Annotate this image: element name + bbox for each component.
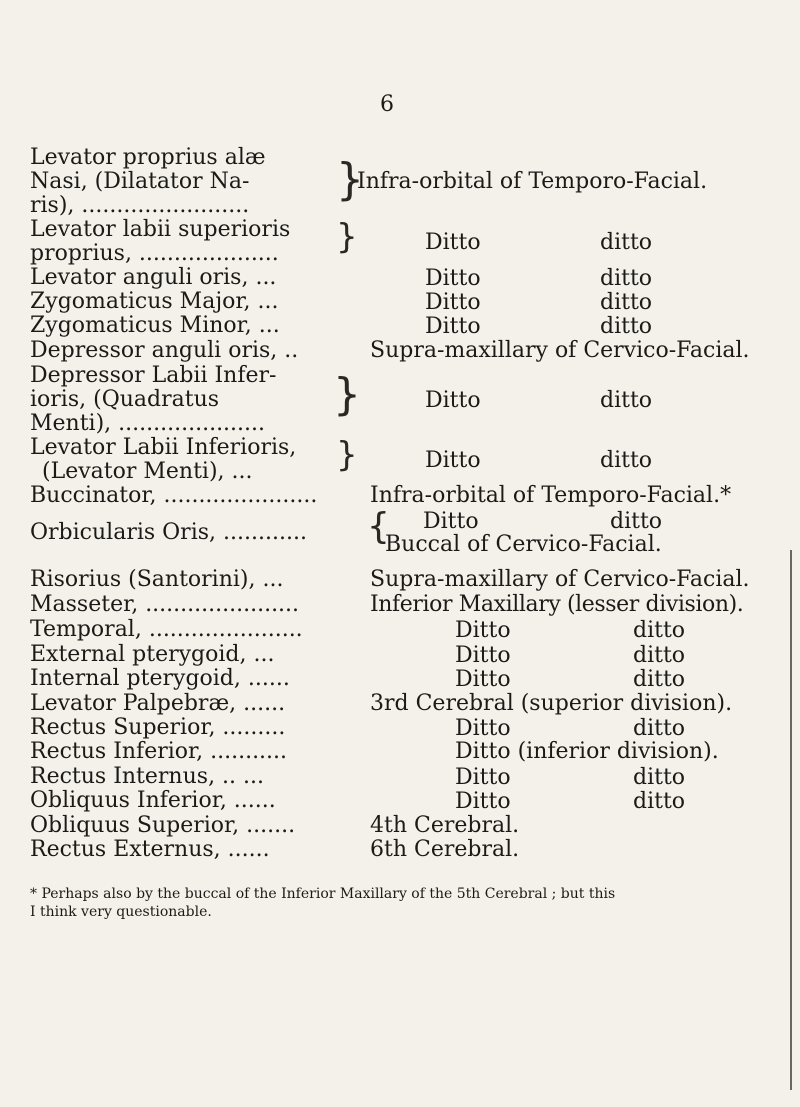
muscle-orbicularis-oris: Orbicularis Oris, ............ (30, 520, 307, 545)
nerve-ditto: ditto (633, 765, 686, 790)
nerve-ditto: ditto (633, 789, 686, 814)
muscle-rectus-superior: Rectus Superior, ......... (30, 715, 286, 740)
page-number: 6 (380, 92, 394, 117)
nerve-ditto: Ditto (425, 290, 481, 315)
muscle-levator-palpebrae: Levator Palpebræ, ...... (30, 691, 286, 716)
nerve-text: Supra-maxillary of Cervico-Facial. (370, 567, 750, 592)
nerve-ditto: Ditto (455, 716, 511, 741)
nerve-ditto: ditto (633, 716, 686, 741)
nerve-ditto: Ditto (425, 266, 481, 291)
brace-icon: } (336, 154, 364, 205)
muscle-levator-anguli-oris: Levator anguli oris, ... (30, 265, 277, 290)
brace-icon: } (333, 369, 361, 420)
nerve-ditto: Ditto (455, 618, 511, 643)
muscle-rectus-externus: Rectus Externus, ...... (30, 837, 270, 862)
brace-icon: } (336, 217, 358, 257)
nerve-text: Inferior Maxillary (lesser division). (370, 592, 744, 617)
nerve-ditto: ditto (600, 230, 653, 255)
muscle-depressor-anguli-oris: Depressor anguli oris, .. (30, 338, 299, 363)
nerve-text: Infra-orbital of Temporo-Facial. (357, 169, 708, 194)
nerve-ditto: Ditto (455, 667, 511, 692)
muscle-levator-proprius-alae: Levator proprius alæ Nasi, (Dilatator Na- ris), ........................ (30, 145, 266, 218)
nerve-text: Ditto (inferior division). (455, 739, 719, 764)
muscle-external-pterygoid: External pterygoid, ... (30, 642, 275, 667)
nerve-ditto: Ditto (425, 230, 481, 255)
muscle-buccinator: Buccinator, ...................... (30, 483, 318, 508)
footnote: * Perhaps also by the buccal of the Inferior Maxillary of the 5th Cerebral ; but this I think very questionable. (30, 886, 616, 920)
page-edge-divider (790, 550, 792, 1090)
nerve-ditto: ditto (633, 643, 686, 668)
muscle-obliquus-inferior: Obliquus Inferior, ...... (30, 788, 276, 813)
nerve-ditto: Ditto (425, 448, 481, 473)
nerve-text: Supra-maxillary of Cervico-Facial. (370, 338, 750, 363)
nerve-ditto: Ditto (455, 765, 511, 790)
muscle-risorius: Risorius (Santorini), ... (30, 567, 284, 592)
nerve-ditto: ditto (633, 667, 686, 692)
muscle-obliquus-superior: Obliquus Superior, ....... (30, 813, 296, 838)
nerve-ditto: Ditto (455, 789, 511, 814)
muscle-zygomaticus-minor: Zygomaticus Minor, ... (30, 313, 280, 338)
nerve-ditto: ditto (600, 290, 653, 315)
nerve-ditto: Ditto (425, 314, 481, 339)
nerve-ditto: ditto (600, 448, 653, 473)
muscle-depressor-labii-inferioris: Depressor Labii Infer- ioris, (Quadratus Menti), ..................... (30, 363, 277, 436)
nerve-ditto: ditto (600, 388, 653, 413)
muscle-levator-labii-inferioris: Levator Labii Inferioris, (Levator Menti), ... (30, 435, 297, 484)
nerve-ditto: ditto (633, 618, 686, 643)
nerve-text: 4th Cerebral. (370, 813, 520, 838)
muscle-rectus-internus: Rectus Internus, .. ... (30, 764, 265, 789)
nerve-ditto: ditto (600, 314, 653, 339)
muscle-rectus-inferior: Rectus Inferior, ........... (30, 739, 288, 764)
nerve-text: 6th Cerebral. (370, 837, 520, 862)
nerve-text: 3rd Cerebral (superior division). (370, 691, 733, 716)
muscle-levator-labii-superioris: Levator labii superioris proprius, .................... (30, 217, 291, 266)
brace-icon: } (336, 435, 358, 475)
nerve-text: Buccal of Cervico-Facial. (385, 532, 662, 557)
nerve-ditto: Ditto (423, 509, 479, 534)
muscle-internal-pterygoid: Internal pterygoid, ...... (30, 666, 290, 691)
nerve-ditto: Ditto (425, 388, 481, 413)
brace-icon: { (367, 506, 390, 547)
nerve-text: Infra-orbital of Temporo-Facial.* (370, 483, 732, 508)
nerve-ditto: Ditto (455, 643, 511, 668)
nerve-ditto: ditto (600, 266, 653, 291)
nerve-ditto: ditto (610, 509, 663, 534)
muscle-masseter: Masseter, ...................... (30, 592, 300, 617)
muscle-zygomaticus-major: Zygomaticus Major, ... (30, 289, 279, 314)
muscle-temporal: Temporal, ...................... (30, 617, 303, 642)
